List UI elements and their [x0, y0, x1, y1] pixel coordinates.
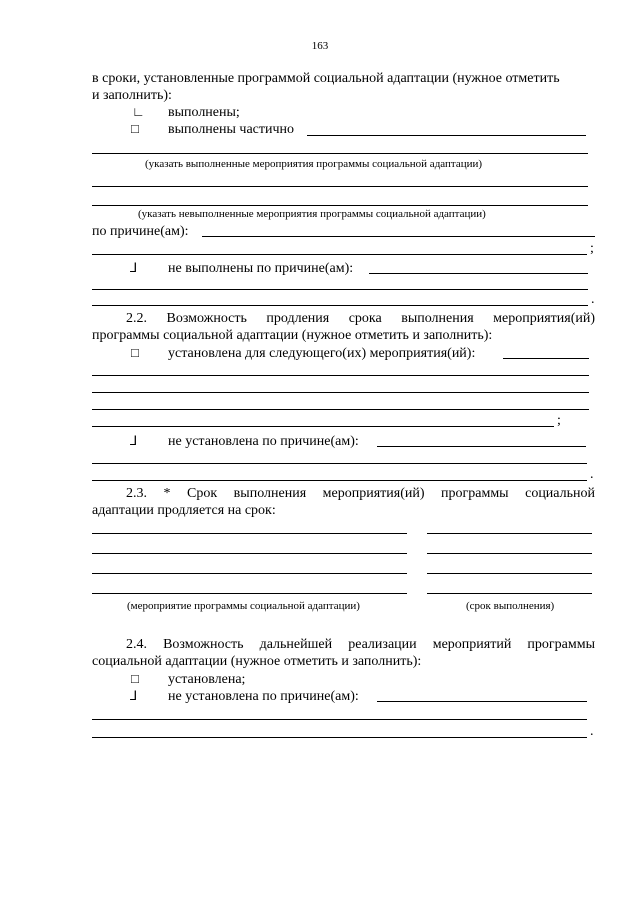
- partial-fill-line[interactable]: [307, 135, 586, 136]
- further-reason-line-3[interactable]: [92, 737, 587, 738]
- deadline-column-label: (срок выполнения): [466, 600, 555, 612]
- not-completed-reason-line-3[interactable]: [92, 305, 588, 306]
- not-completed-reason-line-1[interactable]: [369, 273, 588, 274]
- reason-line-2[interactable]: [92, 254, 587, 255]
- not-completed-reason-line-2[interactable]: [92, 289, 588, 290]
- section-2-3-line-2: адаптации продляется на срок:: [92, 503, 276, 518]
- option-further-set-label: установлена;: [168, 672, 246, 687]
- extension-period: .: [590, 467, 594, 482]
- checkbox-completed[interactable]: ∟: [132, 104, 145, 119]
- option-extension-set-label: установлена для следующего(их) мероприятия(ий):: [168, 346, 476, 361]
- extension-reason-line-2[interactable]: [92, 463, 587, 464]
- further-reason-line-2[interactable]: [92, 719, 587, 720]
- reason-prefix: по причине(ам):: [92, 224, 189, 239]
- deadline-line-4[interactable]: [427, 593, 592, 594]
- deadline-line-2[interactable]: [427, 553, 592, 554]
- extension-reason-line-1[interactable]: [377, 446, 586, 447]
- extension-fill-line-3[interactable]: [92, 392, 589, 393]
- further-reason-period: .: [590, 724, 594, 739]
- option-completed-label: выполнены;: [168, 105, 240, 120]
- activity-column-label: (мероприятие программы социальной адаптации): [127, 600, 360, 612]
- deadline-line-1[interactable]: [427, 533, 592, 534]
- activity-line-3[interactable]: [92, 573, 407, 574]
- not-completed-period: .: [591, 292, 595, 307]
- section-2-2-line-1: 2.2. Возможность продления срока выполнения мероприятия(ий): [126, 311, 595, 326]
- checkbox-further-set[interactable]: □: [131, 671, 139, 686]
- extension-semicolon: ;: [557, 413, 561, 428]
- checkbox-extension-set[interactable]: □: [131, 345, 139, 360]
- activity-line-2[interactable]: [92, 553, 407, 554]
- extension-fill-line-1[interactable]: [503, 358, 589, 359]
- completed-activities-line[interactable]: [92, 153, 588, 154]
- hint-not-completed-activities: (указать невыполненные мероприятия программы социальной адаптации): [138, 208, 486, 220]
- option-extension-not-set-label: не установлена по причине(ам):: [168, 434, 359, 449]
- intro-line-2: и заполнить):: [92, 88, 172, 103]
- checkbox-not-completed[interactable]: ⅃: [130, 260, 138, 275]
- hint-completed-activities: (указать выполненные мероприятия программы социальной адаптации): [145, 158, 483, 170]
- intro-line-1: в сроки, установленные программой социальной адаптации (нужное отметить: [92, 71, 560, 86]
- not-completed-line-2[interactable]: [92, 205, 588, 206]
- reason-line-1[interactable]: [202, 236, 595, 237]
- extension-reason-line-3[interactable]: [92, 480, 587, 481]
- checkbox-partially-completed[interactable]: □: [131, 121, 139, 136]
- deadline-line-3[interactable]: [427, 573, 592, 574]
- section-2-2-line-2: программы социальной адаптации (нужное отметить и заполнить):: [92, 328, 493, 343]
- option-partial-label: выполнены частично: [168, 122, 295, 137]
- option-further-not-set-label: не установлена по причине(ам):: [168, 689, 359, 704]
- section-2-3-line-1: 2.3. * Срок выполнения мероприятия(ий) программы социальной: [126, 486, 595, 501]
- checkbox-further-not-set[interactable]: ⅃: [130, 688, 138, 703]
- not-completed-line-1[interactable]: [92, 186, 588, 187]
- extension-fill-line-2[interactable]: [92, 375, 589, 376]
- checkbox-extension-not-set[interactable]: ⅃: [130, 433, 138, 448]
- reason-semicolon: ;: [590, 241, 594, 256]
- page-number: 163: [311, 40, 329, 52]
- further-reason-line-1[interactable]: [377, 701, 587, 702]
- section-2-4-line-1: 2.4. Возможность дальнейшей реализации мероприятий программы: [126, 637, 595, 652]
- option-not-completed-label: не выполнены по причине(ам):: [168, 261, 354, 276]
- section-2-4-line-2: социальной адаптации (нужное отметить и заполнить):: [92, 654, 422, 669]
- extension-fill-line-5[interactable]: [92, 426, 554, 427]
- activity-line-1[interactable]: [92, 533, 407, 534]
- extension-fill-line-4[interactable]: [92, 409, 589, 410]
- activity-line-4[interactable]: [92, 593, 407, 594]
